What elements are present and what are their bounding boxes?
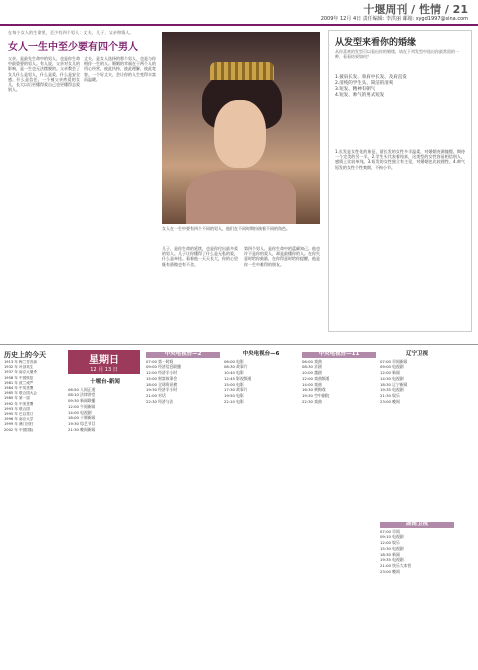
- program-item: 19:30 空中剧院: [302, 392, 330, 398]
- program-item: 19:35 电视剧: [380, 557, 404, 563]
- program-item: 19:30 综艺节目: [68, 420, 96, 426]
- program-item: 15:00 电影: [224, 381, 244, 387]
- history-item: 1989 年 第一届: [4, 396, 30, 401]
- sidebar-option: 2.清纯的学生头、简洁的清爽: [335, 81, 394, 86]
- program-item: 12:45 影视频道: [224, 375, 252, 381]
- program-item: 06:50 人间正道: [68, 386, 96, 392]
- program-item: 19:35 电视剧: [380, 387, 404, 393]
- program-item: 19:30 经济半小时: [146, 387, 178, 393]
- program-item: 21:00 快乐大本营: [380, 562, 412, 568]
- article-col-3: 儿子，是你生命的延续，也是你付出最多爱的男人。儿子让你懂得了什么是无私的爱，什么是牵挂。看着他一天天长大，你的心里既有骄傲也有不舍。: [162, 246, 238, 267]
- article-lead: 在每个女人的生命里，至少有四个男人：丈夫、儿子、父亲和情人。: [8, 30, 134, 35]
- sidebar-option: 1.披肩长发、垂肩中长发、及肩直发: [335, 75, 407, 80]
- channel-name: 中央电视台—6: [242, 351, 280, 357]
- article-photo: [162, 32, 320, 224]
- program-item: 12:00 午间新闻: [68, 403, 96, 409]
- program-item: 15:30 电视剧: [380, 545, 404, 551]
- program-item: 14:30 电视剧: [380, 375, 404, 381]
- article-col-2: 丈夫、是女人选择的那个男人，也是与你相伴一生的人。婚姻的幸福在于两个人的用心经营，彼此扶持，彼此理解，彼此宽容。一个好丈夫，会让你的人生变得丰富而温暖。: [84, 56, 156, 82]
- program-item: 07:00 早间: [380, 528, 400, 534]
- article-col-1: 父亲、是最先生命中的男人，也是你生命中最重要的男人。有人说，父亲对女儿的影响，是一生也无法摆脱的。父亲教会了女儿什么是男人，什么是爱，什么是安全感，什么是信任。一个被父亲疼爱的女儿，长大以后更懂得爱自己也更懂得去爱别人。: [8, 56, 80, 93]
- sidebar-title: 从发型来看你的婚缘: [335, 38, 417, 48]
- day-label: 星期日: [89, 355, 119, 366]
- channel-block: [146, 350, 220, 520]
- program-item: 10:40 电影: [224, 370, 244, 376]
- program-item: 12:00 新闻: [380, 370, 400, 376]
- channel-name: 中央电视台—2: [146, 352, 220, 358]
- program-item: 09:10 电视剧: [380, 534, 404, 540]
- history-item: 1981 年 波兰戒严: [4, 380, 34, 385]
- program-item: 19:50 电影: [224, 392, 244, 398]
- program-item: 08:30 京剧: [302, 364, 322, 370]
- program-item: 09:00 电视剧: [380, 364, 404, 370]
- program-item: 08:10 法律讲堂: [68, 392, 96, 398]
- channel-block: [224, 350, 298, 520]
- channel-block: [302, 350, 376, 520]
- day-box: [68, 350, 140, 374]
- program-item: 08:30 故事片: [224, 364, 248, 370]
- sidebar-intro: 从你喜欢的发型可以看出你的婚缘，请在下列发型中选出你最常留的一种，看看结果如何？: [335, 49, 459, 60]
- history-item: 1932 年 叶剑英生: [4, 365, 34, 370]
- program-item: 18:30 辽宁新闻: [380, 381, 408, 387]
- history-item: 1992 年 中美签署: [4, 401, 34, 406]
- history-item: 2002 年 中国国际: [4, 427, 34, 432]
- brand-title: 十堰周刊 / 性情 / 21: [363, 3, 468, 16]
- program-item: 12:00 经济半小时: [146, 370, 178, 376]
- history-item: 1913 年 梅兰芳首演: [4, 360, 37, 364]
- program-item: 09:00 经济信息联播: [146, 364, 181, 370]
- program-item: 06:00 戏曲: [302, 358, 322, 364]
- channel-block: [380, 520, 454, 666]
- program-item: 06:00 电影: [224, 358, 244, 364]
- channel-name: 十堰台-新闻: [90, 379, 120, 385]
- program-item: 14:00 电视剧: [68, 409, 92, 415]
- channel-name: 辽宁卫视: [405, 351, 428, 357]
- program-item: 22:30 戏曲: [302, 398, 322, 404]
- program-item: 15:00 财富故事会: [146, 375, 178, 381]
- history-item: 1958 年 中国恢复: [4, 375, 34, 380]
- date-label: 12 月 13 日: [90, 367, 118, 373]
- sidebar-option: 3.短发、精神有朝气: [335, 87, 376, 92]
- sidebar-option: 4.短发、帅气的男式短发: [335, 93, 385, 98]
- program-item: 23:00 晚间: [380, 568, 400, 574]
- program-item: 12:00 娱乐: [380, 540, 400, 546]
- program-item: 22:10 电影: [224, 398, 244, 404]
- program-item: 12:00 戏曲频道: [302, 375, 330, 381]
- channel-name: 中央电视台—11: [302, 352, 376, 358]
- program-item: 07:00 第一时间: [146, 358, 174, 364]
- header-meta: 2009年 12月 4日 责任编辑: 李洪丽 邮箱: sygd1997@sina.com: [320, 16, 468, 22]
- program-item: 21:30 娱乐: [380, 392, 400, 398]
- program-item: 17:30 故事片: [224, 387, 248, 393]
- program-item: 21:30 晚间新闻: [68, 426, 96, 432]
- history-item: 1995 年 巴以签订: [4, 412, 34, 417]
- history-item: 1937 年 南京大屠杀: [4, 370, 37, 375]
- history-panel: [4, 350, 64, 666]
- program-item: 16:30 黄梅戏: [302, 387, 326, 393]
- program-item: 07:00 早间新闻: [380, 358, 408, 364]
- history-item: 1985 年 联合国大会: [4, 391, 37, 396]
- channel-block: [380, 350, 454, 520]
- history-item: 1993 年 联合国: [4, 406, 30, 411]
- program-item: 23:00 晚间: [380, 398, 400, 404]
- program-item: 18:30 新闻: [380, 551, 400, 557]
- history-item: 1996 年 南京大学: [4, 417, 34, 422]
- sidebar-box: [328, 30, 472, 332]
- sidebar-body: 1.长发是女性化的象征，留长发的女性多半温柔，对婚姻充满憧憬，期待一个完美的另一半。2.学生头代表着纯真，这类型的女性容易相信别人，感情上比较单纯。3.短发的女性独立有主见，对婚姻也比较理性。4.帅气短发的女性个性爽朗，不拘小节。: [335, 149, 465, 170]
- article-col-4: 第四个男人，是你生命中的蓝颜知己。他也许不是你的爱人，却是最懂你的人。在你失意时给你鼓励，在你得意时给你提醒，他是你一生中难得的朋友。: [244, 246, 320, 267]
- program-item: 22:30 经济与法: [146, 398, 174, 404]
- channel-name: 湖南卫视: [380, 522, 454, 528]
- program-item: 21:00 对话: [146, 392, 166, 398]
- sidebar-options: [335, 75, 465, 99]
- program-item: 09:30 新闻联播: [68, 398, 96, 404]
- article-title: 女人一生中至少要有四个男人: [8, 42, 138, 53]
- program-item: 10:00 越剧: [302, 370, 322, 376]
- program-item: 14:00 戏曲: [302, 381, 322, 387]
- history-title: 历史上的今天: [4, 351, 46, 359]
- photo-caption: 女人在一生中要有四个不同的男人，他们在不同时期扮演着不同的角色。: [162, 226, 290, 231]
- channel-block: [68, 378, 142, 666]
- history-item: 1999 年 澳门回归: [4, 422, 34, 427]
- page-header: [0, 0, 478, 26]
- program-item: 18:00 十堰新闻: [68, 415, 96, 421]
- history-item: 1984 年 中英签署: [4, 386, 34, 391]
- program-item: 18:00 全球资讯榜: [146, 381, 178, 387]
